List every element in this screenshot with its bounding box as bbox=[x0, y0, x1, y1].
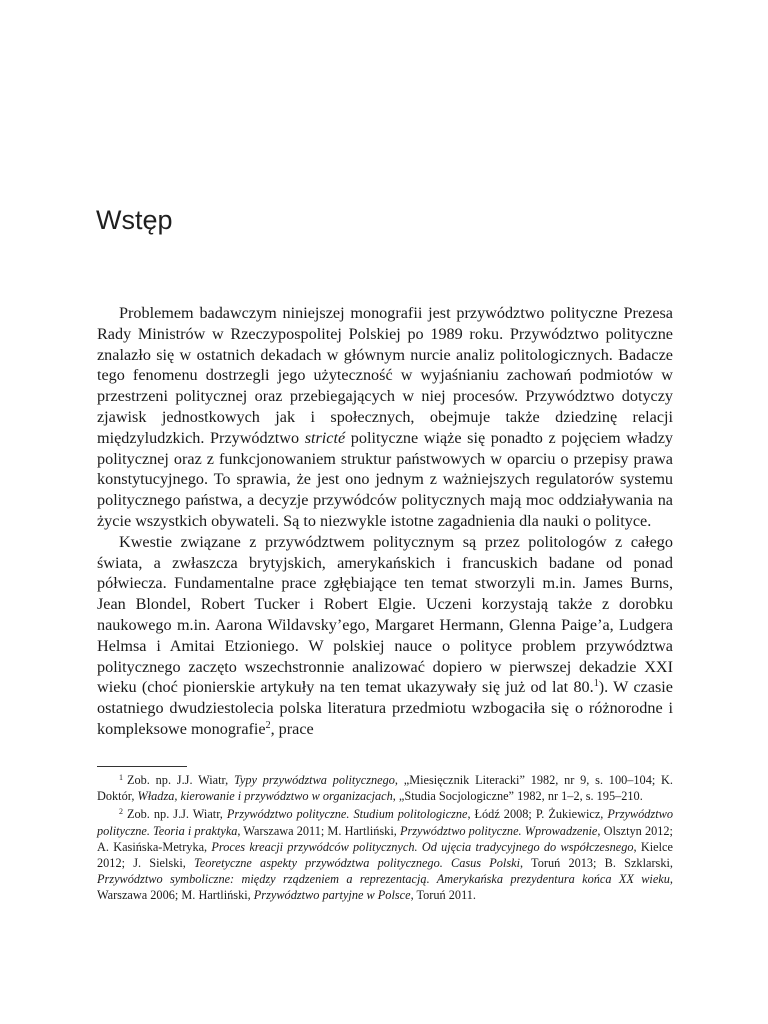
footnotes bbox=[97, 772, 673, 906]
footnote-1-number: 1 bbox=[119, 773, 123, 782]
paragraph-2 bbox=[97, 532, 673, 740]
footnote-2-text: , Warszawa 2011; M. Hartliński, bbox=[237, 823, 400, 838]
footnote-2-text: , Warszawa 2006; M. Hartliński, bbox=[97, 872, 673, 903]
footnote-2-title: Przywództwo partyjne w Polsce bbox=[253, 888, 411, 903]
paragraph-1-italic: stricté bbox=[304, 428, 346, 447]
body-text bbox=[97, 303, 673, 740]
footnote-2-text: , Olsztyn 2012; A. Kasińska-Metryka, bbox=[97, 823, 673, 854]
footnote-1 bbox=[97, 772, 673, 804]
footnote-2-number: 2 bbox=[119, 807, 123, 817]
paragraph-1 bbox=[97, 303, 673, 532]
footnote-ref-2[interactable]: 2 bbox=[265, 719, 271, 731]
footnote-2-title: Przywództwo polityczne. Wprowadzenie bbox=[399, 823, 598, 838]
footnote-2 bbox=[97, 806, 673, 903]
footnote-2-title: Przywództwo polityczne. Teoria i praktyka bbox=[97, 807, 673, 838]
footnote-2-text: Zob. np. J.J. Wiatr, bbox=[127, 807, 227, 822]
paragraph-2-part-b: ). W czasie ostatniego dwudziestolecia polska literatura przedmiotu wzbogaciła się o różnorodne i kompleksowe monografie bbox=[97, 678, 673, 738]
paragraph-2-part-c: , prace bbox=[270, 719, 314, 738]
footnote-ref-1[interactable]: 1 bbox=[593, 678, 599, 690]
footnote-1-title: Typy przywództwa politycznego bbox=[233, 773, 395, 787]
footnote-2-title: Proces kreacji przywódców politycznych. Od ujęcia tradycyjnego do współczesnego bbox=[211, 839, 634, 854]
footnote-1-text: , „Studia Socjologiczne” 1982, nr 1–2, s. 195–210. bbox=[392, 789, 643, 804]
footnote-2-title: Przywództwo symboliczne: między rządzeniem a reprezentacją. Amerykańska prezydentura końca XX wieku bbox=[97, 872, 670, 887]
paragraph-1-part-a: Problemem badawczym niniejszej monografii jest przywództwo polityczne Prezesa Rady Ministrów w Rzeczypospolitej Polskiej po 1989 roku. Przywództwo polityczne znalazło się w ostatnich dekadach w głównym nurcie analiz politologicznych. Badacze tego fenomenu dostrzegli jego użyteczność w wyjaśnianiu zachowań podmiotów w przestrzeni politycznej oraz przebiegających w niej procesów. Przywództwo dotyczy zjawisk jednostkowych jak i społecznych, obejmuje także dziedzinę relacji międzyludzkich. Przywództwo bbox=[97, 304, 673, 447]
footnote-2-text: , Kielce 2012; J. Sielski, bbox=[97, 839, 673, 871]
footnote-2-title: Teoretyczne aspekty przywództwa politycznego. Casus Polski bbox=[194, 856, 520, 871]
footnote-1-text: , „Miesięcznik Literacki” 1982, nr 9, s. 100–104; K. Doktór, bbox=[97, 773, 673, 804]
footnote-2-text: , Łódź 2008; P. Żukiewicz, bbox=[467, 807, 608, 822]
chapter-title: Wstęp bbox=[96, 205, 173, 235]
footnote-1-title: Władza, kierowanie i przywództwo w organizacjach bbox=[137, 789, 393, 804]
paragraph-1-part-b: polityczne wiąże się ponadto z pojęciem władzy politycznej oraz z funkcjonowaniem struktur państwowych w oparciu o przepisy prawa konstytucyjnego. To sprawia, że jest ono jednym z ważniejszych regulatorów systemu politycznego państwa, a decyzje przywódców politycznych mają moc oddziaływania na życie wszystkich obywateli. Są to niezwykle istotne zagadnienia dla nauki o polityce. bbox=[97, 428, 673, 530]
paragraph-2-part-a: Kwestie związane z przywództwem politycznym są przez politologów z całego świata, a zwłaszcza brytyjskich, amerykańskich i francuskich badane od ponad półwiecza. Fundamentalne prace zgłębiające ten temat stworzyli m.in. James Burns, Jean Blondel, Robert Tucker i Robert Elgie. Uczeni korzystają także z dorobku naukowego m.in. Aarona Wildavsky’ego, Margaret Hermann, Glenna Paige’a, Ludgera Helmsa i Amitai Etzioniego. W polskiej nauce o polityce problem przywództwa politycznego zaczęto wszechstronnie analizować dopiero w pierwszej dekadzie XXI wieku (choć pionierskie artykuły na ten temat ukazywały się już od lat 80. bbox=[97, 532, 673, 697]
footnote-2-text: , Toruń 2013; B. Szklarski, bbox=[520, 856, 673, 871]
footnote-2-text: , Toruń 2011. bbox=[410, 888, 476, 903]
footnote-divider bbox=[97, 766, 187, 767]
footnote-1-text: Zob. np. J.J. Wiatr, bbox=[127, 773, 234, 787]
footnote-2-title: Przywództwo polityczne. Studium politologiczne bbox=[226, 807, 468, 822]
